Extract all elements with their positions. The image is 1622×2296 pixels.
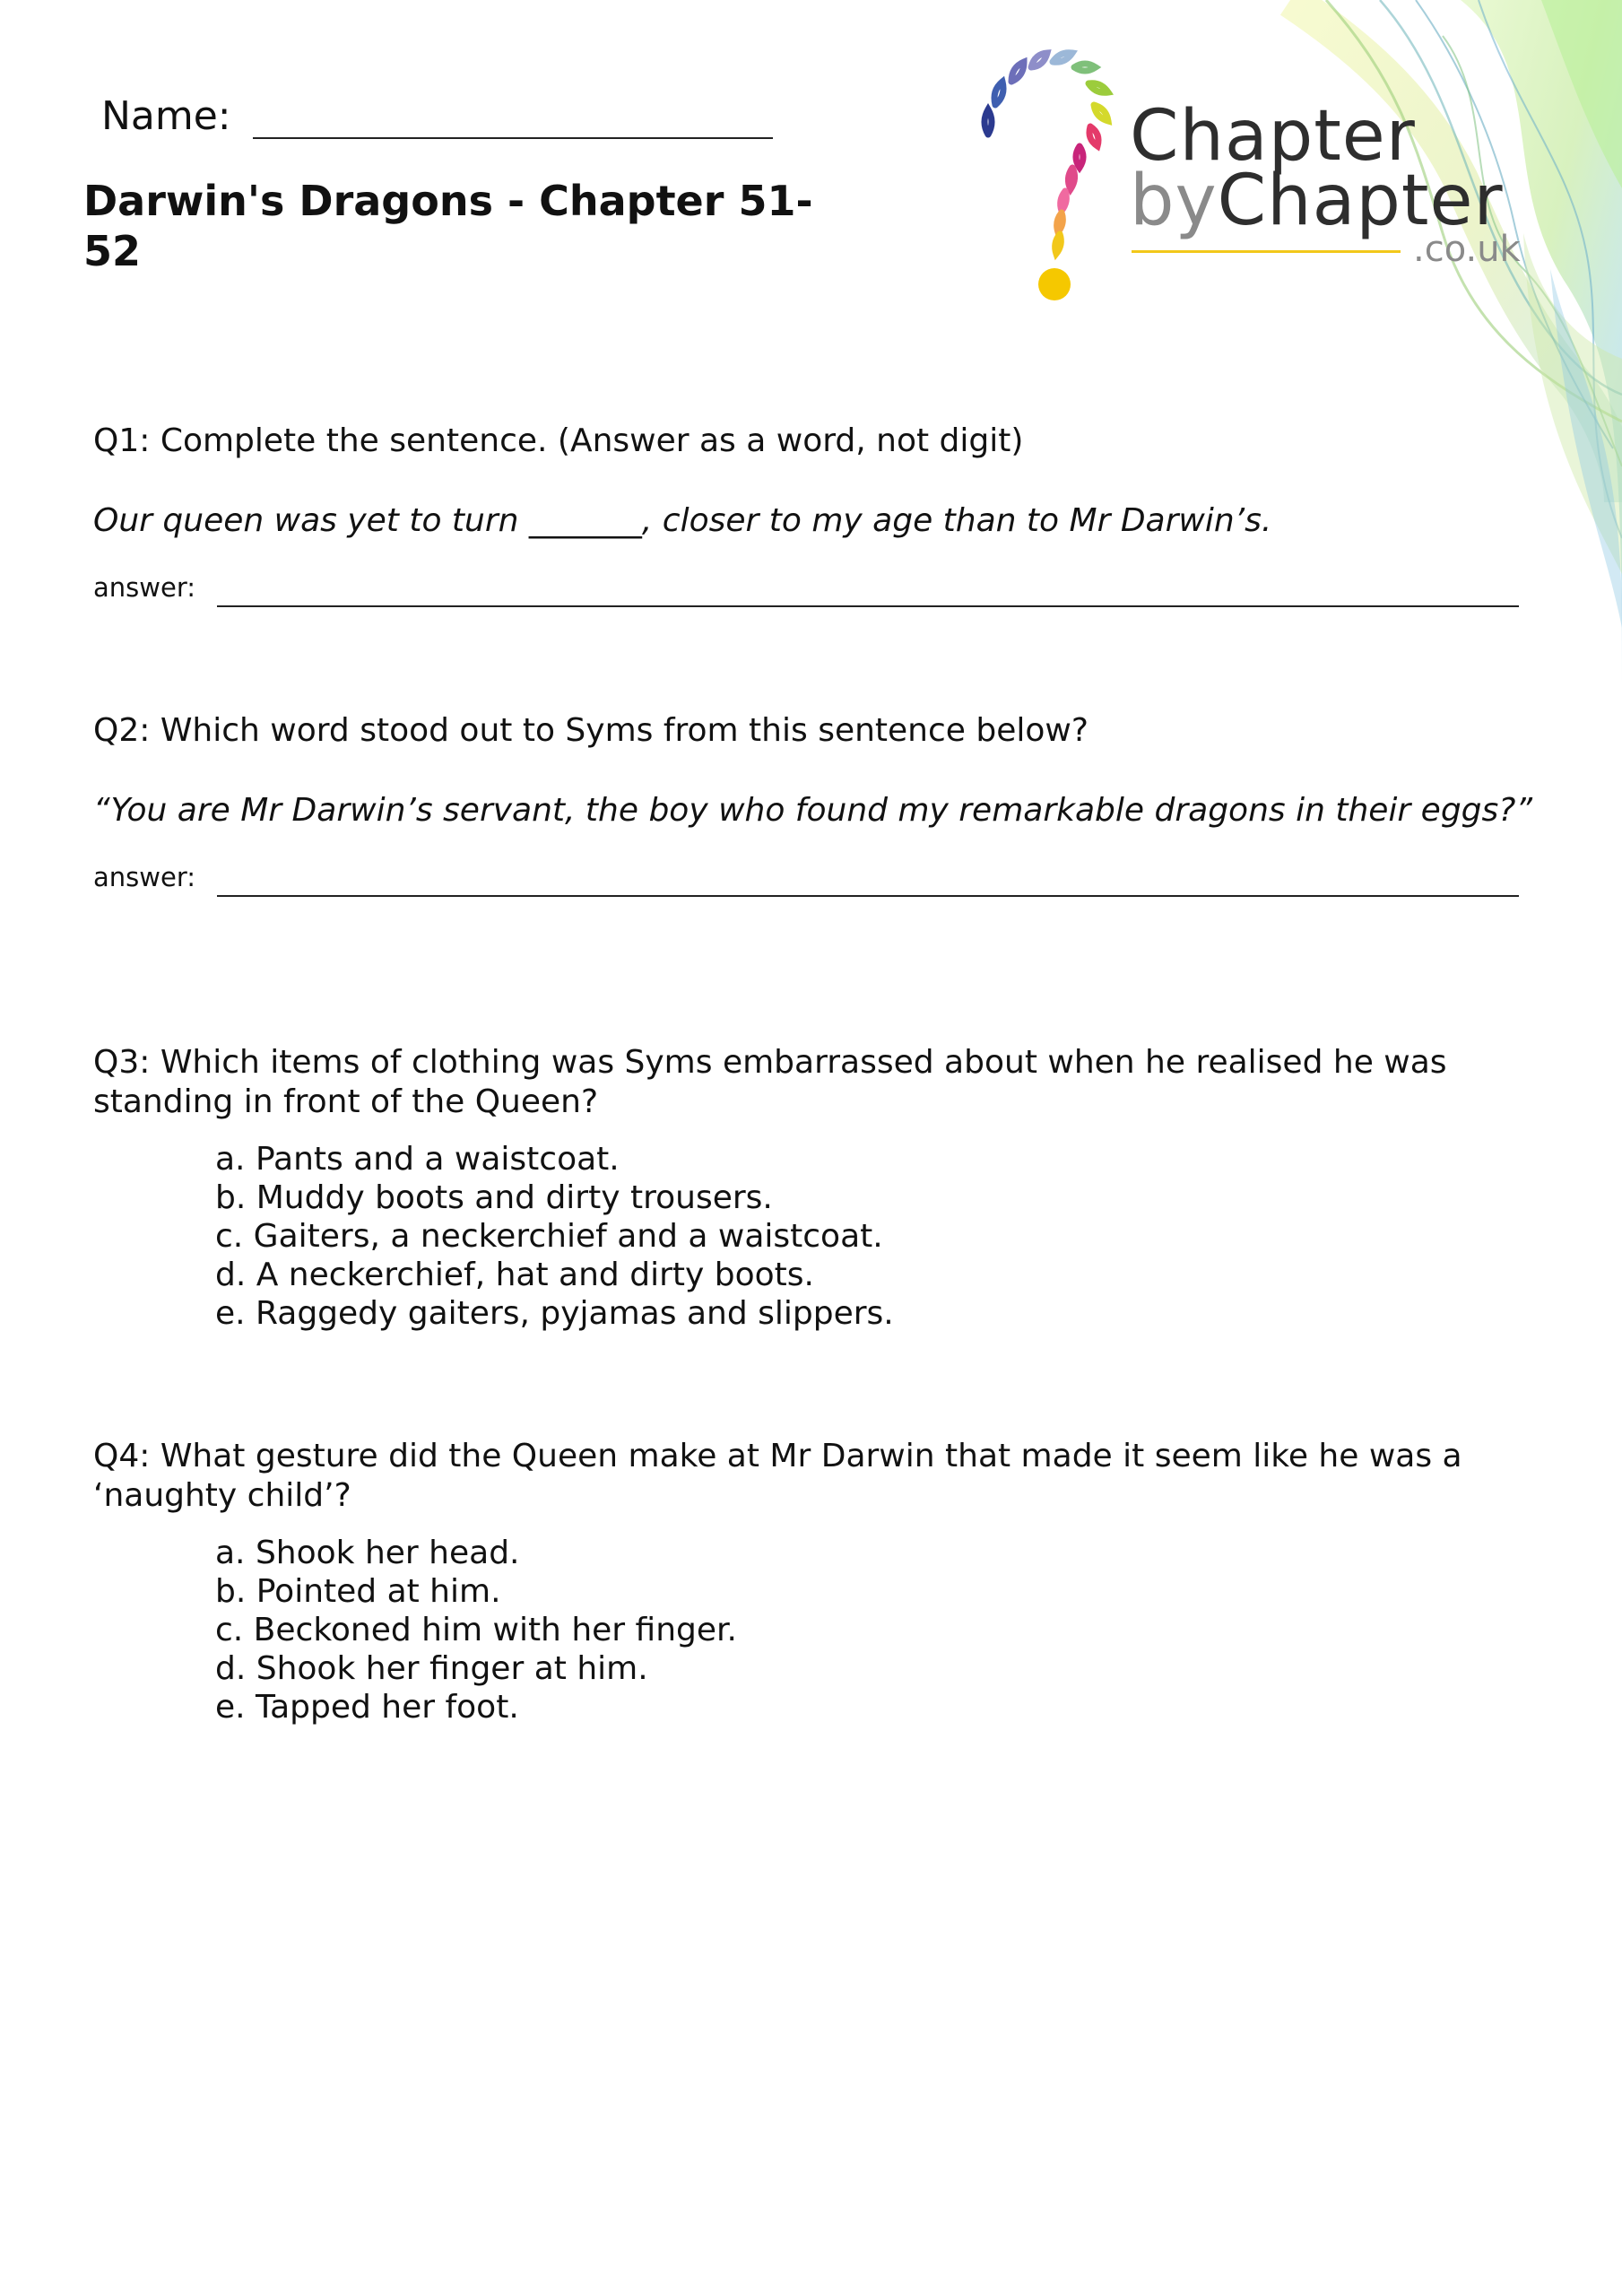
- question-2-answer-label: answer:: [93, 862, 196, 892]
- question-2-answer-line[interactable]: [217, 865, 1519, 897]
- question-4-option-c[interactable]: c. Beckoned him with her finger.: [215, 1612, 737, 1648]
- logo-chapter: Chapter: [1217, 161, 1504, 241]
- question-1-answer-row: [93, 568, 1546, 607]
- logo-by: by: [1130, 161, 1218, 241]
- question-2: [93, 711, 1546, 897]
- question-4-option-b[interactable]: b. Pointed at him.: [215, 1573, 501, 1610]
- question-3-option-e[interactable]: e. Raggedy gaiters, pyjamas and slippers.: [215, 1295, 894, 1332]
- question-3-option-d[interactable]: d. A neckerchief, hat and dirty boots.: [215, 1257, 814, 1293]
- question-2-answer-row: [93, 857, 1546, 897]
- question-1-quote: Our queen was yet to turn _______, closer to my age than to Mr Darwin’s.: [93, 502, 1272, 539]
- question-1-answer-label: answer:: [93, 572, 196, 603]
- question-4-option-e[interactable]: e. Tapped her foot.: [215, 1689, 519, 1726]
- question-2-prompt: Q2: Which word stood out to Syms from this sentence below?: [93, 712, 1089, 749]
- question-4-option-a[interactable]: a. Shook her head.: [215, 1535, 520, 1571]
- question-4-option-d[interactable]: d. Shook her finger at him.: [215, 1650, 648, 1687]
- name-label: Name:: [101, 93, 231, 139]
- question-4-options: [215, 1534, 1546, 1726]
- logo-domain: .co.uk: [1413, 229, 1521, 270]
- question-3-option-a[interactable]: a. Pants and a waistcoat.: [215, 1141, 620, 1178]
- question-1: [93, 422, 1546, 607]
- logo-line-chapter: Chapter: [1130, 96, 1416, 177]
- question-3-option-c[interactable]: c. Gaiters, a neckerchief and a waistcoat.: [215, 1218, 883, 1255]
- question-4: [93, 1437, 1546, 1726]
- question-2-quote: “You are Mr Darwin’s servant, the boy who found my remarkable dragons in their eggs?”: [93, 792, 1533, 829]
- logo-underline: [1132, 250, 1401, 253]
- question-3: [93, 1043, 1546, 1333]
- chapter-by-chapter-logo: [968, 49, 1542, 318]
- book-arc-icon: [968, 49, 1121, 318]
- name-row: [101, 93, 773, 139]
- question-1-answer-line[interactable]: [217, 575, 1519, 607]
- question-3-prompt: Q3: Which items of clothing was Syms embarrassed about when he realised he was standing in front of the Queen?: [93, 1044, 1447, 1120]
- worksheet-title: Darwin's Dragons - Chapter 51-52: [83, 177, 813, 275]
- question-4-prompt: Q4: What gesture did the Queen make at Mr Darwin that made it seem like he was a ‘naughty child’?: [93, 1438, 1462, 1514]
- logo-line-by-chapter: [1130, 161, 1504, 241]
- question-3-options: [215, 1140, 1546, 1333]
- question-3-option-b[interactable]: b. Muddy boots and dirty trousers.: [215, 1179, 773, 1216]
- question-1-prompt: Q1: Complete the sentence. (Answer as a word, not digit): [93, 422, 1024, 459]
- name-blank-line[interactable]: [253, 96, 773, 139]
